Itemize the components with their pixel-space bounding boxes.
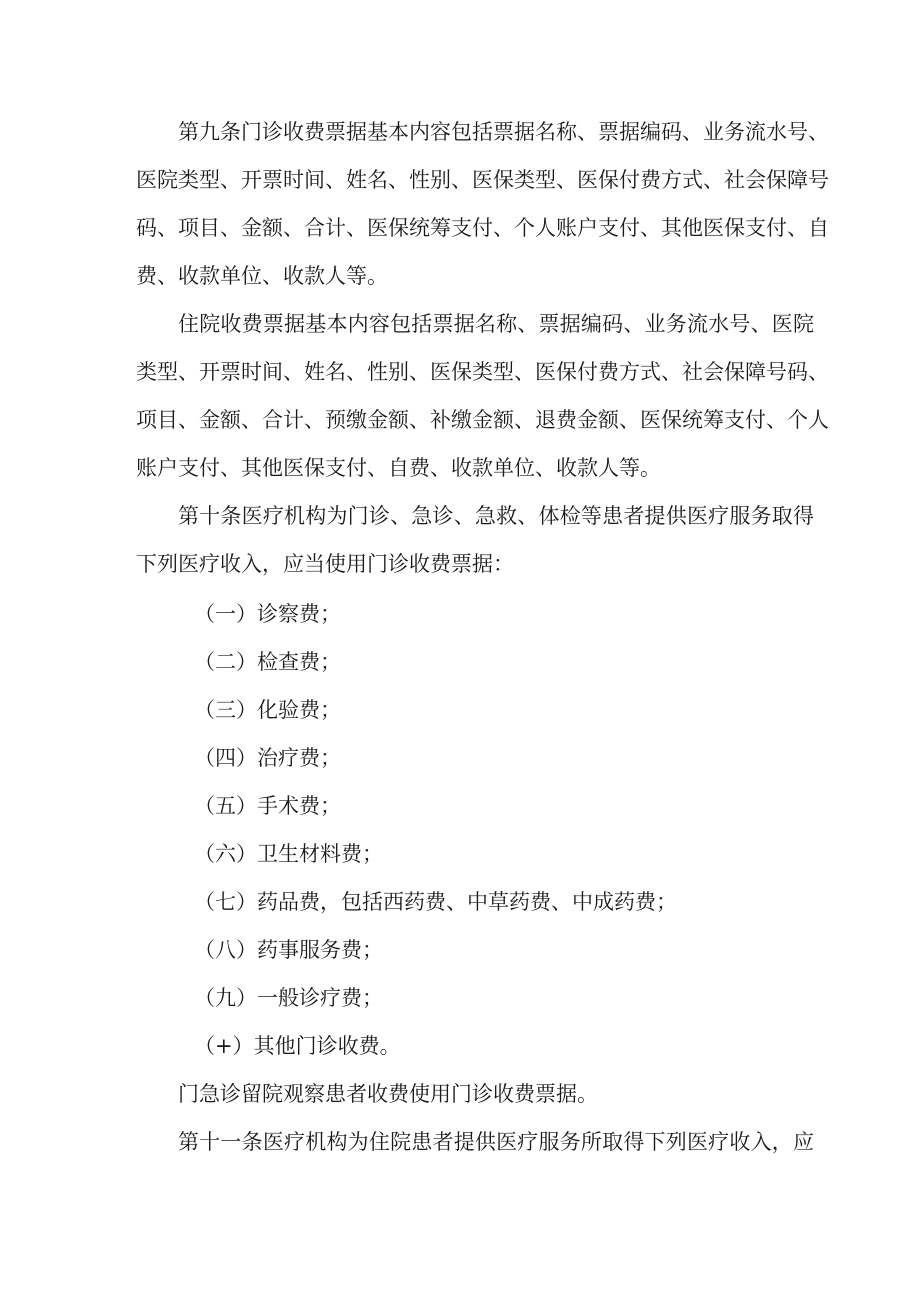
list-item: （二）检查费； bbox=[194, 650, 341, 674]
observation-note: 门急诊留院观察患者收费使用门诊收费票据。 bbox=[178, 1082, 598, 1106]
list-item: （+）其他门诊收费。 bbox=[194, 1034, 401, 1058]
article10-paragraph-line: 下列医疗收入，应当使用门诊收费票据： bbox=[136, 552, 514, 576]
article9-paragraph-line: 码、项目、金额、合计、医保统筹支付、个人账户支付、其他医保支付、自 bbox=[136, 216, 829, 240]
article9-paragraph-line: 费、收款单位、收款人等。 bbox=[136, 264, 388, 288]
article9-paragraph-line: 第九条门诊收费票据基本内容包括票据名称、票据编码、业务流水号、 bbox=[178, 120, 829, 144]
list-item: （四）治疗费； bbox=[194, 746, 341, 770]
inpatient-paragraph-line: 类型、开票时间、姓名、性别、医保类型、医保付费方式、社会保障号码、 bbox=[136, 360, 829, 384]
inpatient-paragraph-line: 项目、金额、合计、预缴金额、补缴金额、退费金额、医保统筹支付、个人 bbox=[136, 408, 829, 432]
list-item: （三）化验费； bbox=[194, 698, 341, 722]
list-item: （六）卫生材料费； bbox=[194, 842, 383, 866]
list-item: （七）药品费，包括西药费、中草药费、中成药费； bbox=[194, 890, 677, 914]
inpatient-paragraph-line: 住院收费票据基本内容包括票据名称、票据编码、业务流水号、医院 bbox=[178, 312, 814, 336]
inpatient-paragraph-line: 账户支付、其他医保支付、自费、收款单位、收款人等。 bbox=[136, 456, 661, 480]
list-item: （一）诊察费； bbox=[194, 602, 341, 626]
article9-paragraph-line: 医院类型、开票时间、姓名、性别、医保类型、医保付费方式、社会保障号 bbox=[136, 168, 829, 192]
article11-paragraph-line: 第十一条医疗机构为住院患者提供医疗服务所取得下列医疗收入，应 bbox=[178, 1130, 814, 1154]
list-item: （五）手术费； bbox=[194, 794, 341, 818]
list-item: （九）一般诊疗费； bbox=[194, 986, 383, 1010]
article10-paragraph-line: 第十条医疗机构为门诊、急诊、急救、体检等患者提供医疗服务取得 bbox=[178, 504, 814, 528]
list-item: （八）药事服务费； bbox=[194, 938, 383, 962]
